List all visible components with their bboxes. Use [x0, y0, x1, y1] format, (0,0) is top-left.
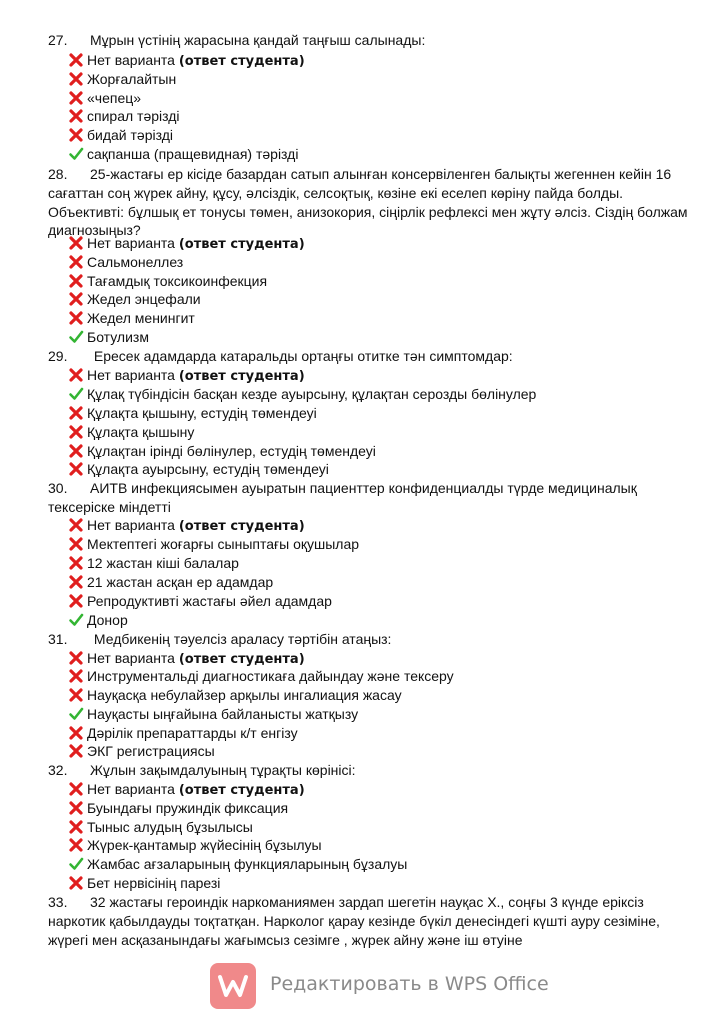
wps-w-icon: [210, 963, 256, 1009]
cross-icon: [68, 668, 84, 684]
check-icon: [68, 706, 84, 722]
answer-option: Репродуктивті жастағы әйел адамдар: [68, 592, 332, 611]
answer-option: Дәрілік препараттарды к/т енгізу: [68, 724, 298, 743]
answer-option: 12 жастан кіші балалар: [68, 554, 239, 573]
answer-option: Жедел энцефали: [68, 290, 201, 309]
answer-option: Донор: [68, 611, 128, 630]
answer-option: Инструментальді диагностикаға дайындау және тексеру: [68, 667, 454, 686]
answer-option: Нет варианта (ответ студента): [68, 366, 305, 385]
cross-icon: [68, 235, 84, 251]
answer-option: Жүрек-қантамыр жүйесінің бұзылуы: [68, 836, 322, 855]
question-33: [48, 893, 688, 949]
question-text: Медбикенің тәуелсіз араласу тәртібін атаңыз:: [90, 631, 392, 647]
answer-option: Құлақта ауырсыну, естудің төмендеуі: [68, 460, 329, 479]
cross-icon: [68, 875, 84, 891]
question-30: [48, 479, 688, 517]
answer-option: «чепец»: [68, 89, 141, 108]
question-text: Жұлын зақымдалуының тұрақты көрінісі:: [90, 762, 356, 778]
cross-icon: [68, 273, 84, 289]
question-number: 27.: [48, 32, 68, 48]
answer-option: Құлақтан ірінді бөлінулер, естудің төмендеуі: [68, 442, 376, 461]
cross-icon: [68, 254, 84, 270]
question-27: [48, 31, 688, 50]
wps-edit-label: Редактировать в WPS Office: [270, 973, 549, 995]
check-icon: [68, 386, 84, 402]
answer-option: Буындағы пружиндік фиксация: [68, 799, 288, 818]
answer-option: Нет варианта (ответ студента): [68, 516, 305, 535]
answer-option: Ботулизм: [68, 328, 149, 347]
answer-option: Жамбас ағзаларының функцияларының бұзалуы: [68, 855, 407, 874]
question-text: 32 жастағы героиндік наркоманиямен зардап шегетін науқас Х., соңғы 3 күнде еріксіз наркотик қабылдауды тоқтатқан. Нарколог қарау кезінде бүкіл денесіндегі күшті ауру сезіміне, жүрегі мен асқазанындағы жағымсыз сезімге , жүрек айну және іш өтуіне: [48, 894, 660, 948]
cross-icon: [68, 405, 84, 421]
cross-icon: [68, 725, 84, 741]
question-28: [48, 165, 688, 240]
cross-icon: [68, 127, 84, 143]
cross-icon: [68, 837, 84, 853]
answer-option: Құлақта қышыну: [68, 423, 194, 442]
answer-option: Жорғалайтын: [68, 70, 176, 89]
cross-icon: [68, 781, 84, 797]
question-number: 28.: [48, 166, 68, 182]
cross-icon: [68, 108, 84, 124]
answer-option: Нет варианта (ответ студента): [68, 234, 305, 253]
answer-option: Жедел менингит: [68, 309, 195, 328]
wps-edit-banner[interactable]: [210, 961, 549, 1011]
answer-option: Құлақта қышыну, естудің төмендеуі: [68, 404, 317, 423]
answer-option: Бет нервісінің парезі: [68, 874, 220, 893]
question-number: 33.: [48, 894, 68, 910]
answer-option: Нет варианта (ответ студента): [68, 51, 305, 70]
cross-icon: [68, 517, 84, 533]
question-number: 29.: [48, 348, 68, 364]
answer-option: Тыныс алудың бұзылысы: [68, 818, 253, 837]
check-icon: [68, 146, 84, 162]
answer-option: Мектептегі жоғарғы сыныптағы оқушылар: [68, 535, 359, 554]
check-icon: [68, 329, 84, 345]
question-number: 32.: [48, 762, 68, 778]
cross-icon: [68, 310, 84, 326]
answer-option: Нет варианта (ответ студента): [68, 649, 305, 668]
cross-icon: [68, 52, 84, 68]
question-number: 30.: [48, 480, 68, 496]
check-icon: [68, 612, 84, 628]
answer-option: 21 жастан асқан ер адамдар: [68, 573, 273, 592]
answer-option: Науқасты ыңғайына байланысты жатқызу: [68, 705, 358, 724]
cross-icon: [68, 800, 84, 816]
answer-option: ЭКГ регистрациясы: [68, 742, 215, 761]
cross-icon: [68, 71, 84, 87]
answer-option: Тағамдық токсикоинфекция: [68, 272, 267, 291]
cross-icon: [68, 536, 84, 552]
cross-icon: [68, 687, 84, 703]
cross-icon: [68, 291, 84, 307]
cross-icon: [68, 593, 84, 609]
answer-option: сақпанша (пращевидная) тәрізді: [68, 145, 298, 164]
question-number: 31.: [48, 631, 68, 647]
cross-icon: [68, 367, 84, 383]
cross-icon: [68, 461, 84, 477]
cross-icon: [68, 574, 84, 590]
question-text: Мұрын үстінің жарасына қандай таңғыш салынады:: [90, 32, 426, 48]
cross-icon: [68, 555, 84, 571]
cross-icon: [68, 819, 84, 835]
cross-icon: [68, 90, 84, 106]
question-text: АИТВ инфекциясымен ауыратын пациенттер конфиденциалды түрде медициналық тексеріске міндетті: [48, 480, 637, 515]
cross-icon: [68, 424, 84, 440]
question-29: [48, 347, 688, 366]
answer-option: Құлақ түбіндісін басқан кезде ауырсыну, құлақтан серозды бөлінулер: [68, 385, 536, 404]
question-31: [48, 630, 688, 649]
answer-option: бидай тәрізді: [68, 126, 173, 145]
question-text: Ересек адамдарда катаральды ортаңғы отитке тән симптомдар:: [90, 348, 513, 364]
cross-icon: [68, 443, 84, 459]
check-icon: [68, 856, 84, 872]
question-text: 25-жастағы ер кісіде базардан сатып алынған консервіленген балықты жегеннен кейін 16 сағаттан соң жүрек айну, құсу, әлсіздік, селсоқтық, көзіне екі еселеп көріну пайда болды. Объективті: бұлшық ет тонусы төмен, анизокория, сіңірлік рефлексі мен жұту әлсіз. Сіздің болжам диагнозыңыз?: [48, 166, 688, 239]
question-32: [48, 761, 688, 780]
cross-icon: [68, 650, 84, 666]
answer-option: спирал тәрізді: [68, 107, 180, 126]
answer-option: Сальмонеллез: [68, 253, 183, 272]
answer-option: Нет варианта (ответ студента): [68, 780, 305, 799]
answer-option: Науқасқа небулайзер арқылы ингалиация жасау: [68, 686, 402, 705]
cross-icon: [68, 743, 84, 759]
